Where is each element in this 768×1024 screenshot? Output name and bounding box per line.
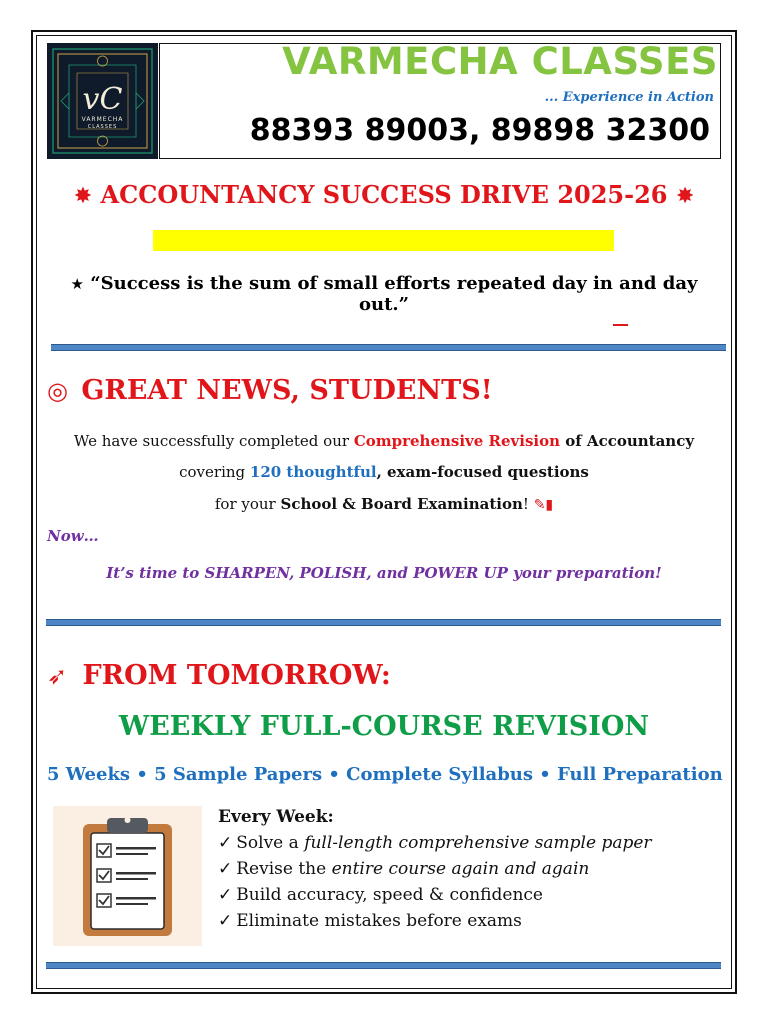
brand-title: VARMECHA CLASSES [282, 40, 718, 83]
item-text: Revise the [236, 859, 332, 879]
rocket-icon: ➶ [47, 662, 68, 690]
every-week-label: Every Week: [218, 807, 334, 827]
divider-1 [51, 344, 726, 351]
drive-heading [40, 180, 728, 209]
tomorrow-heading [47, 660, 391, 691]
divider-3 [46, 962, 721, 969]
brand-tagline: ... Experience in Action [544, 90, 714, 105]
varmecha-logo [47, 43, 158, 159]
news-highlight: 120 thoughtful [249, 463, 377, 481]
sparkle-book-icon: ✎▮ [533, 497, 554, 513]
news-text: covering [179, 463, 250, 481]
target-icon: ◎ [47, 377, 68, 405]
phone-numbers: 88393 89003, 89898 32300 [249, 113, 710, 148]
list-item [218, 884, 652, 910]
news-title: GREAT NEWS, STUDENTS! [81, 375, 493, 406]
checkmark-icon: ✓ [218, 859, 233, 879]
drive-title: ACCOUNTANCY SUCCESS DRIVE 2025-26 [100, 180, 668, 209]
sharpen-text: It’s time to SHARPEN, POLISH, and POWER UP your preparation! [106, 564, 662, 582]
logo-text-1: VARMECHA [81, 116, 124, 123]
tomorrow-title: FROM TOMORROW: [82, 660, 391, 691]
news-line-2 [40, 463, 728, 481]
maple-leaf-icon: ✸ [73, 184, 93, 209]
news-text: for your [214, 495, 281, 513]
item-emphasis: full-length comprehensive sample paper [304, 833, 652, 853]
news-line-3 [40, 495, 728, 513]
item-text: Build accuracy, speed & confidence [236, 885, 543, 905]
now-text: Now… [47, 527, 99, 545]
item-text: Eliminate mistakes before exams [236, 911, 522, 931]
checkmark-icon: ✓ [218, 885, 233, 905]
checkmark-icon: ✓ [218, 833, 233, 853]
news-highlight: School & Board Examination [280, 495, 523, 513]
weekly-checklist [218, 832, 652, 936]
list-item [218, 858, 652, 884]
news-text: ! [522, 495, 534, 513]
news-heading [47, 375, 493, 406]
weekly-title: WEEKLY FULL-COURSE REVISION [118, 711, 650, 742]
list-item [218, 910, 652, 936]
logo-text-2: CLASSES [87, 124, 118, 130]
item-text: Solve a [236, 833, 305, 853]
item-emphasis: entire course again and again [331, 859, 590, 879]
quote-dash [613, 324, 628, 326]
quote-line [46, 273, 722, 315]
news-line-1 [40, 432, 728, 450]
checkmark-icon: ✓ [218, 911, 233, 931]
list-item [218, 832, 652, 858]
divider-2 [46, 619, 721, 626]
highlight-bar [153, 230, 614, 251]
logo-monogram: vC [82, 82, 123, 117]
news-text: of Accountancy [560, 432, 695, 450]
star-icon: ★ [70, 275, 84, 293]
quote-text: “Success is the sum of small efforts repeated day in and day out.” [90, 273, 698, 315]
news-highlight: Comprehensive Revision [353, 432, 561, 450]
news-text: , exam-focused questions [376, 463, 589, 481]
clipboard-icon [53, 806, 202, 946]
weeks-summary: 5 Weeks • 5 Sample Papers • Complete Syllabus • Full Preparation [47, 764, 723, 785]
maple-leaf-icon: ✸ [675, 184, 695, 209]
news-text: We have successfully completed our [73, 432, 354, 450]
